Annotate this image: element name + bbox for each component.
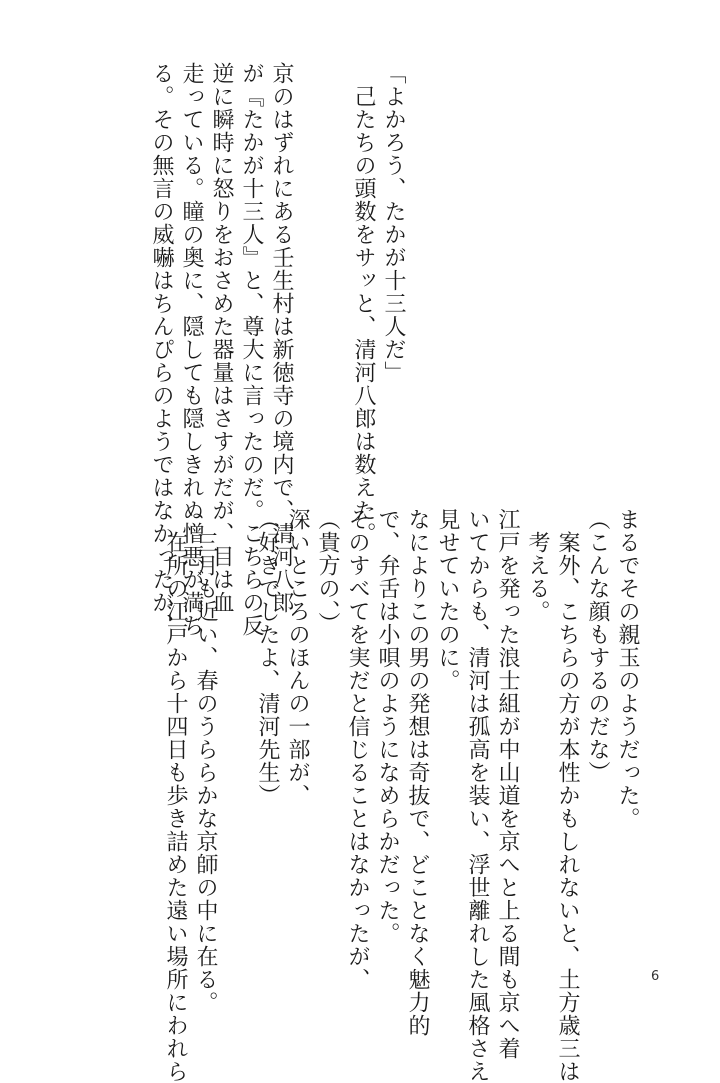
text-line: で、弁舌は小唄のようになめらかだった。 — [375, 508, 400, 945]
text-line: 江戸を発った浪士組が中山道を京へと上る間も京へ着 — [495, 508, 520, 1060]
text-line: 考える。 — [525, 531, 550, 623]
page-number: 6 — [651, 969, 660, 984]
text-line: いてからも、清河は孤高を装い、浮世離れした風格さえ — [465, 508, 490, 1083]
text-line: 走っている。瞳の奥に、隠しても隠しきれぬ憎悪が満ち — [179, 62, 204, 637]
text-line: 見せていたのに。 — [435, 508, 460, 692]
text-line: （こんな顔もするのだな） — [585, 508, 610, 784]
text-line: （好きでしたよ、清河先生） — [255, 508, 280, 807]
text-line: まるでその親玉のようだった。 — [615, 508, 640, 830]
text-line: る。その無言の威嚇はちんぴらのようではなかったが、 — [149, 62, 174, 637]
text-line: そのすべてを実だと信じることはなかったが、 — [345, 508, 370, 991]
text-line: 三月も近い、春のうららかな京師の中に在る。 — [193, 531, 218, 1014]
text-line: 己たちの頭数をサッと、清河八郎は数えた。 — [351, 85, 376, 545]
text-line: 逆に瞬時に怒りをおさめた器量はさすがだが、目は血 — [209, 62, 234, 614]
text-line: 深いところのほんの一部が、 — [285, 508, 310, 807]
text-line: 案外、こちらの方が本性かもしれないと、土方歳三は — [555, 531, 580, 1083]
text-line: 在所の江戸から十四日も歩き詰めた遠い場所にわれら — [163, 531, 188, 1083]
text-line: 「よかろう、たかが十三人だ」 — [381, 62, 406, 384]
text-line: （貴方の、） — [315, 508, 340, 635]
text-line: 京のはずれにある壬生村は新徳寺の境内で、清河八郎 — [269, 62, 294, 614]
text-line: なによりこの男の発想は奇抜で、どことなく魅力的 — [405, 508, 430, 1037]
text-line: が『たかが十三人』と、尊大に言ったのだ。こちらの反 — [239, 62, 264, 637]
